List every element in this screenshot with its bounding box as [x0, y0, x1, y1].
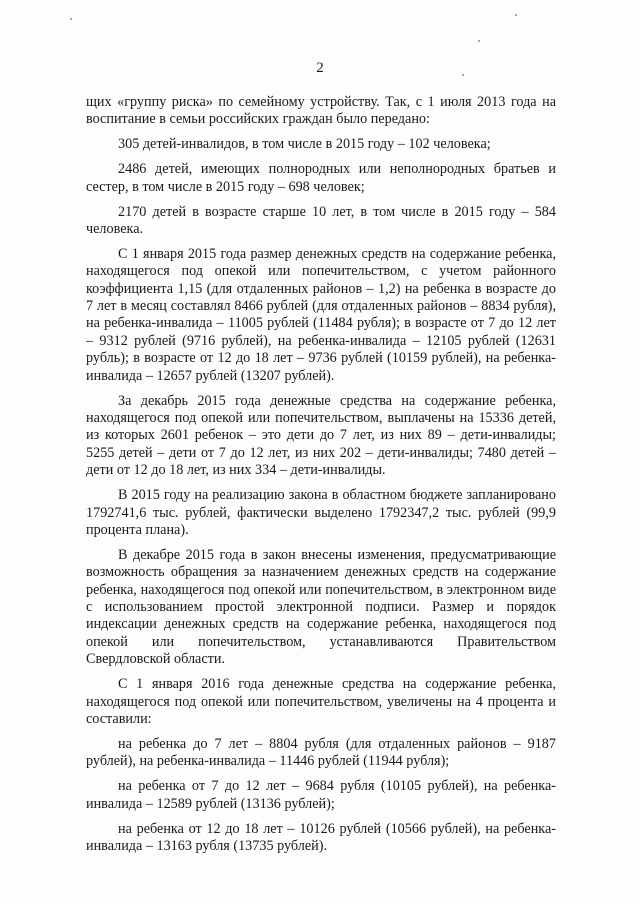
paragraph-11: на ребенка от 7 до 12 лет – 9684 рубля (10105 рублей), на ребенка-инвалида – 12589 рублей (13136 рублей); [86, 778, 556, 812]
paragraph-1: щих «группу риска» по семейному устройству. Так, с 1 июля 2013 года на воспитание в семьи российских граждан было передано: [86, 94, 556, 128]
paragraph-3: 2486 детей, имеющих полнородных или неполнородных братьев и сестер, в том числе в 2015 году – 698 человек; [86, 161, 556, 195]
paragraph-2: 305 детей-инвалидов, в том числе в 2015 году – 102 человека; [118, 136, 491, 153]
scan-speck [70, 18, 72, 20]
paragraph-12: на ребенка от 12 до 18 лет – 10126 рублей (10566 рублей), на ребенка-инвалида – 13163 рубля (13735 рублей). [86, 820, 556, 854]
paragraph-6: За декабрь 2015 года денежные средства на содержание ребенка, находящегося под опекой или попечительством, выплачены на 15336 детей, из которых 2601 ребенок – это дети до 7 лет, из них 89 – дети-инвалиды; 5255 детей – дети от 7 до 12 лет, из них 202 – дети-инвалиды; 7480 детей – дети от 12 до 18 лет, из них 334 – дети-инвалиды. [86, 392, 556, 479]
paragraph-4: 2170 детей в возрасте старше 10 лет, в том числе в 2015 году – 584 человека. [86, 203, 556, 237]
scan-speck [478, 40, 480, 42]
paragraph-8: В декабре 2015 года в закон внесены изменения, предусматривающие возможность обращения за назначением денежных средств на содержание ребенка, находящегося под опекой или попечительством, в электронном виде с использованием простой электронной подписи. Размер и порядок индексации денежных средств на содержание ребенка, находящегося под опекой или попечительством, устанавливаются Правительством Свердловской области. [86, 546, 556, 668]
paragraph-7: В 2015 году на реализацию закона в областном бюджете запланировано 1792741,6 тыс. рублей, фактически выделено 1792347,2 тыс. рублей (99,9 процента плана). [86, 487, 556, 538]
scan-speck [462, 74, 464, 76]
page-number: 2 [316, 60, 324, 76]
scan-speck [515, 14, 517, 16]
document-body [86, 94, 556, 863]
paragraph-10: на ребенка до 7 лет – 8804 рубля (для отдаленных районов – 9187 рублей), на ребенка-инвалида – 11446 рублей (11944 рубля); [86, 735, 556, 770]
paragraph-9: С 1 января 2016 года денежные средства на содержание ребенка, находящегося под опекой или попечительством, увеличены на 4 процента и составили: [86, 676, 556, 727]
paragraph-5: С 1 января 2015 года размер денежных средств на содержание ребенка, находящегося под опекой или попечительством, с учетом районного коэффициента 1,15 (для отдаленных районов – 1,2) на ребенка в возрасте до 7 лет в месяц составлял 8466 рублей (для отдаленных районов – 8834 рубля), на ребенка-инвалида – 11005 рублей (11484 рубля); в возрасте от 7 до 12 лет – 9312 рублей (9716 рублей), на ребенка-инвалида – 12105 рублей (12631 рубль); в возрасте от 12 до 18 лет – 9736 рублей (10159 рублей), на ребенка-инвалида – 12657 рублей (13207 рублей). [86, 245, 556, 384]
